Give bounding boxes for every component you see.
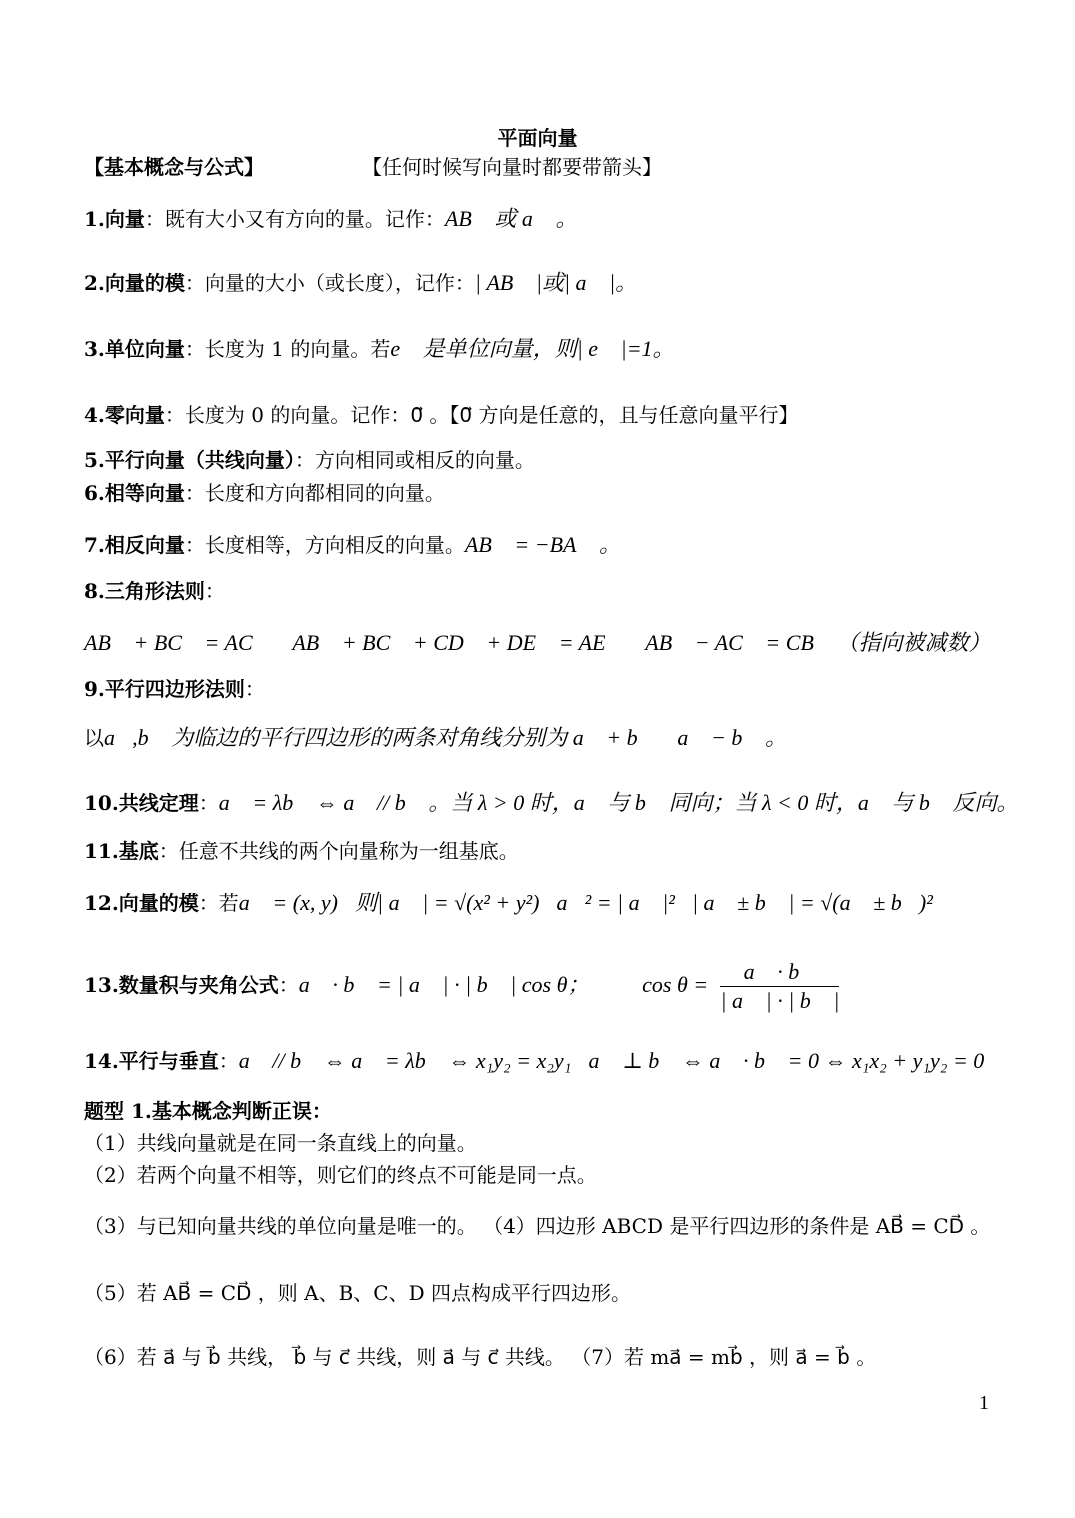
item-14-math: a⃗ // b⃗ ⇔ a⃗ = λb⃗ ⇔ x₁y₂ = x₂y₁；a⃗ ⊥ b⃗ ⇔ a⃗ · b⃗ = 0 ⇔ x₁x₂ + y₁y₂ = 0 (238, 1048, 985, 1073)
item-7-text: ：长度相等，方向相反的向量。 (184, 533, 465, 557)
item-10-text: ： (198, 791, 219, 815)
cosine-fraction-numerator: a⃗ · b⃗ (720, 960, 839, 987)
item-3-label: 3.单位向量 (84, 337, 185, 361)
item-2-label: 2.向量的模 (84, 271, 185, 295)
item-9-text: ： (244, 677, 265, 701)
item-7-math: AB⃗ = −BA⃗ 。 (464, 532, 622, 557)
item-9-formula (84, 725, 787, 751)
item-11-label: 11.基底 (84, 839, 159, 863)
item-5-text: ：方向相同或相反的向量。 (294, 448, 535, 472)
item-10-label: 10.共线定理 (84, 791, 199, 815)
item-9 (84, 676, 265, 702)
item-2-text: ：向量的大小（或长度），记作： (184, 271, 475, 295)
cosine-formula-prefix: cos θ = (642, 972, 709, 997)
question-line-3: （3）与已知向量共线的单位向量是唯一的。 （4）四边形 ABCD 是平行四边形的条件是 AB⃗ = CD⃗ 。 (84, 1214, 991, 1238)
item-14-text: ： (218, 1049, 239, 1073)
triangle-rule-formula: AB⃗ + BC⃗ = AC⃗ ；AB⃗ + BC⃗ + CD⃗ + DE⃗ = AE⃗ ；AB⃗ − AC⃗ = CB⃗ （指向被减数） (84, 630, 991, 655)
item-6-label: 6.相等向量 (84, 481, 185, 505)
dot-product-formula: a⃗ · b⃗ = | a⃗ | · | b⃗ | cos θ； (298, 972, 590, 997)
item-8-formula (84, 630, 991, 656)
item-12 (84, 890, 933, 916)
section-header-left: 【基本概念与公式】 (84, 155, 264, 179)
item-6-text: ：长度和方向都相同的向量。 (184, 481, 445, 505)
cosine-fraction-denominator: | a⃗ | · | b⃗ | (720, 988, 840, 1013)
parallelogram-rule-formula: a⃗,b⃗ 为临边的平行四边形的两条对角线分别为 a⃗ + b⃗ ，a⃗ − b⃗ 。 (104, 725, 787, 750)
item-6 (84, 480, 445, 506)
item-14 (84, 1048, 984, 1074)
section-header-right: 【任何时候写向量时都要带箭头】 (362, 155, 662, 179)
page-number: 1 (979, 1392, 989, 1414)
cosine-fraction (720, 960, 839, 1013)
item-9-label: 9.平行四边形法则 (84, 677, 245, 701)
item-1-label: 1.向量 (84, 207, 145, 231)
item-4 (84, 402, 799, 428)
item-2-math: | AB⃗ |或| a⃗ |。 (474, 270, 638, 295)
item-11 (84, 838, 519, 864)
item-7-label: 7.相反向量 (84, 533, 185, 557)
item-12-math: a⃗ = (x, y)，则| a⃗ | = √(x² + y²)，a⃗² = | a⃗ |²，| a⃗ ± b⃗ | = √(a⃗ ± b⃗)² (238, 890, 933, 915)
item-13 (84, 955, 839, 1015)
item-1-text: ：既有大小又有方向的量。记作： (144, 207, 445, 231)
item-10-math: a⃗ = λb⃗ ⇔ a⃗ // b⃗ 。当 λ > 0 时，a⃗ 与 b⃗ 同向；当 λ < 0 时，a⃗ 与 b⃗ 反向。 (218, 790, 1019, 815)
item-1-math: AB⃗ 或 a⃗ 。 (444, 206, 578, 231)
item-8-text: ： (204, 579, 225, 603)
item-13-text: ： (278, 973, 299, 997)
item-14-label: 14.平行与垂直 (84, 1049, 219, 1073)
item-13-label: 13.数量积与夹角公式 (84, 973, 279, 997)
item-3-text: ：长度为 1 的向量。若 (184, 337, 391, 361)
item-9-formula-prefix: 以 (84, 726, 104, 750)
item-4-text: ：长度为 0 的向量。记作： (164, 403, 411, 427)
question-line-4: （5）若 AB⃗ = CD⃗ ，则 A、B、C、D 四点构成平行四边形。 (84, 1281, 631, 1305)
item-11-text: ：任意不共线的两个向量称为一组基底。 (158, 839, 519, 863)
item-3-math: e⃗ 是单位向量，则| e⃗ |=1。 (390, 336, 675, 361)
item-8 (84, 578, 225, 604)
item-2 (84, 270, 637, 296)
item-5-label: 5.平行向量（共线向量） (84, 448, 295, 472)
item-3 (84, 336, 675, 362)
question-line-2: （2）若两个向量不相等，则它们的终点不可能是同一点。 (84, 1163, 597, 1187)
item-8-label: 8.三角形法则 (84, 579, 205, 603)
item-4-math: 0⃗ 。【0⃗ 方向是任意的，且与任意向量平行】 (410, 403, 799, 427)
item-7 (84, 532, 621, 558)
page-title: 平面向量 (497, 126, 578, 150)
question-line-1: （1）共线向量就是在同一条直线上的向量。 (84, 1131, 477, 1155)
item-1 (84, 206, 578, 232)
question-title: 题型 1.基本概念判断正误： (84, 1099, 332, 1123)
item-5 (84, 447, 535, 473)
item-4-label: 4.零向量 (84, 403, 165, 427)
item-12-label: 12.向量的模 (84, 891, 199, 915)
item-10 (84, 790, 1019, 816)
question-line-5: （6）若 a⃗ 与 b⃗ 共线， b⃗ 与 c⃗ 共线，则 a⃗ 与 c⃗ 共线。 （7）若 ma⃗ = mb⃗ ，则 a⃗ = b⃗ 。 (84, 1345, 877, 1369)
item-12-text: ：若 (198, 891, 239, 915)
